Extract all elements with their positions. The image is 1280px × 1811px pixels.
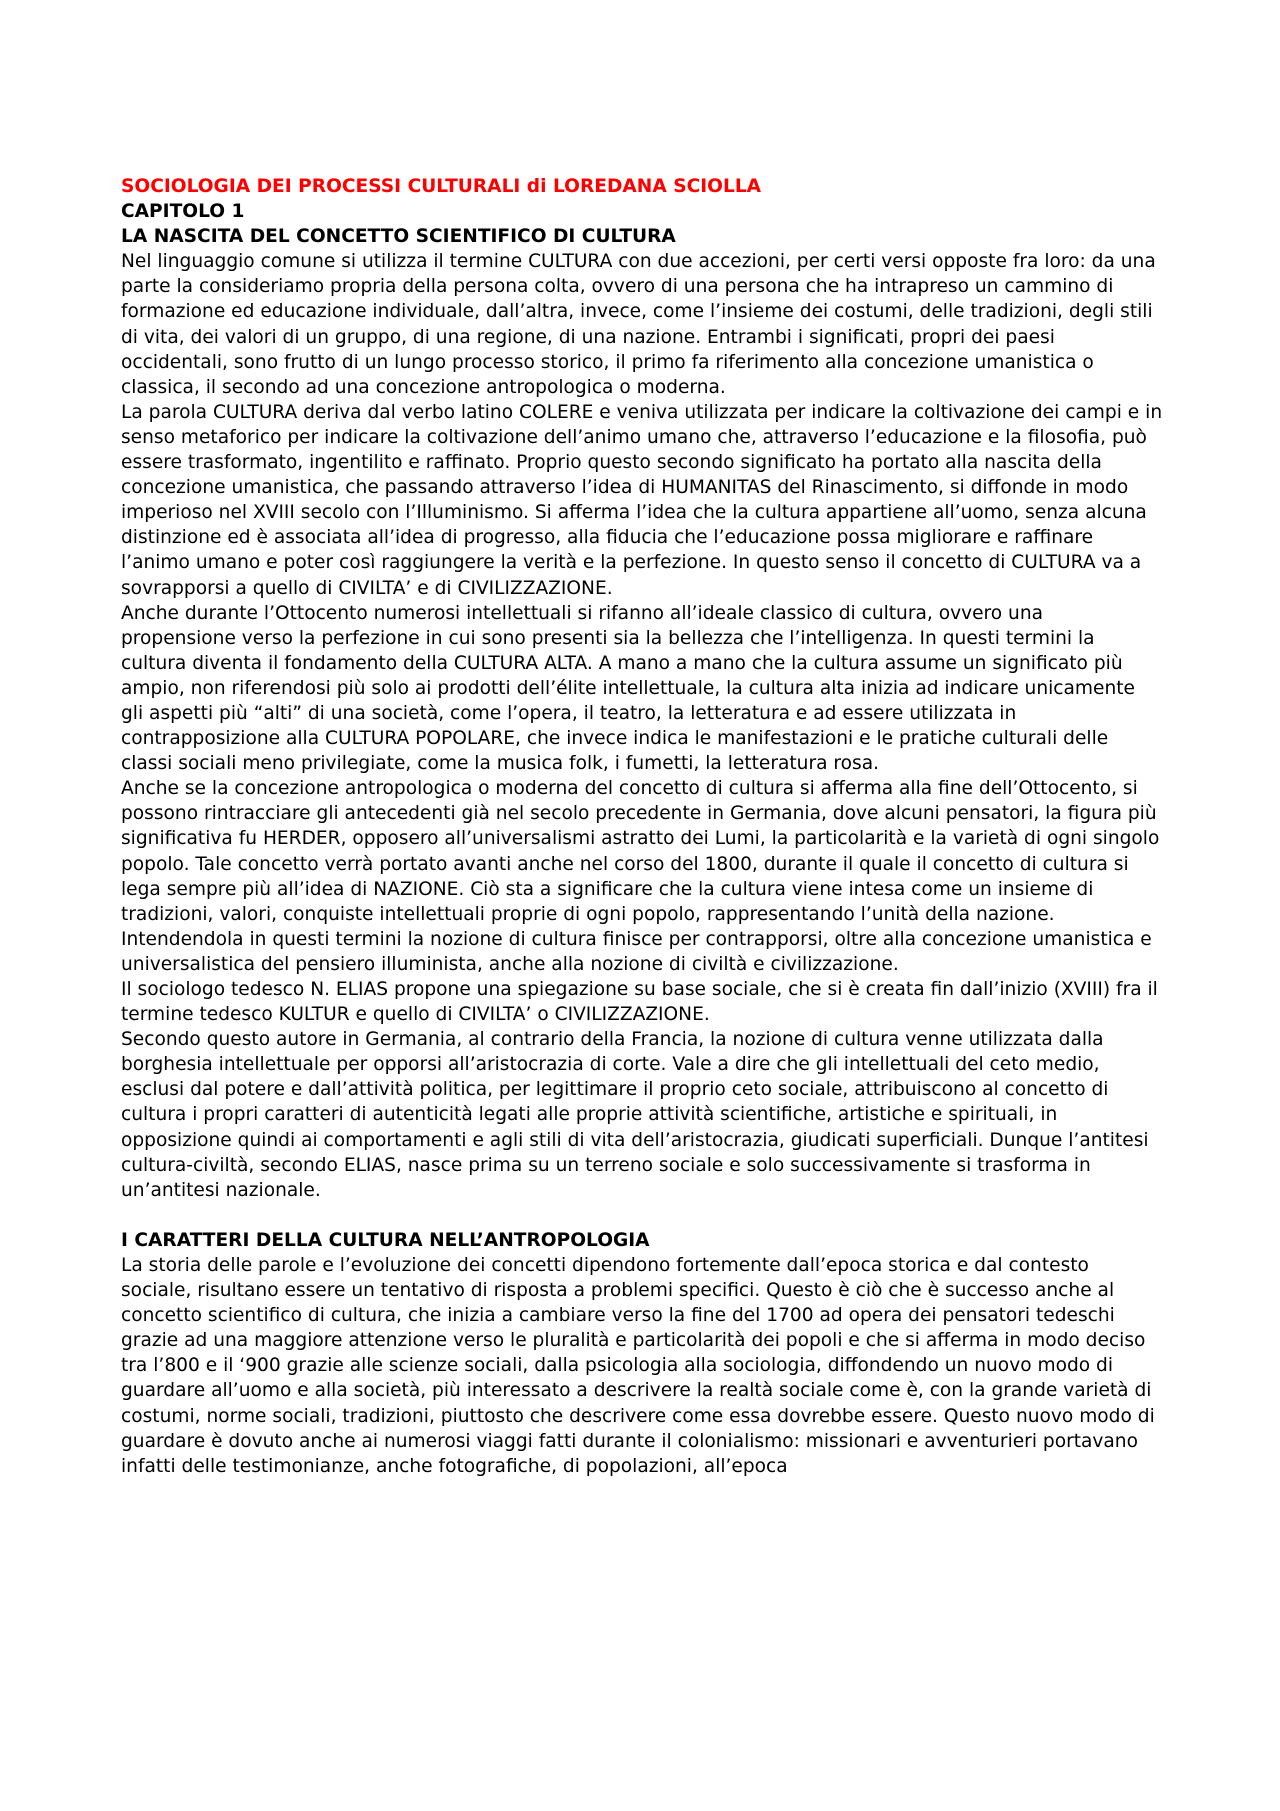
- paragraph: Anche durante l’Ottocento numerosi intellettuali si rifanno all’ideale classico di cultura, ovvero una propensione verso la perfezione in cui sono presenti sia la bellezza che l’intelligenza. In questi termini la cultura diventa il fondamento della CULTURA ALTA. A mano a mano che la cultura assume un significato più ampio, non riferendosi più solo ai prodotti dell’élite intellettuale, la cultura alta inizia ad indicare unicamente gli aspetti più “alti” di una società, come l’opera, il teatro, la letteratura e ad essere utilizzata in contrapposizione alla CULTURA POPOLARE, che invece indica le manifestazioni e le pratiche culturali delle classi sociali meno privilegiate, come la musica folk, i fumetti, la letteratura rosa.: [121, 602, 1135, 775]
- section-heading-2: I CARATTERI DELLA CULTURA NELL’ANTROPOLOGIA: [121, 1229, 650, 1251]
- paragraph: Secondo questo autore in Germania, al contrario della Francia, la nozione di cultura venne utilizzata dalla borghesia intellettuale per opporsi all’aristocrazia di corte. Vale a dire che gli intellettuali del ceto medio, esclusi dal potere e dall’attività politica, per legittimare il proprio ceto sociale, attribuiscono al concetto di cultura i propri caratteri di autenticità legati alle proprie attività scientifiche, artistiche e spirituali, in opposizione quindi ai comportamenti e agli stili di vita dell’aristocrazia, giudicati superficiali. Dunque l’antitesi cultura-civiltà, secondo ELIAS, nasce prima su un terreno sociale e solo successivamente si trasforma in un’antitesi nazionale.: [121, 1029, 1149, 1201]
- paragraph: Il sociologo tedesco N. ELIAS propone una spiegazione su base sociale, che si è creata fin dall’inizio (XVIII) fra il termine tedesco KULTUR e quello di CIVILTA’ o CIVILIZZAZIONE.: [121, 979, 1158, 1026]
- document-title: SOCIOLOGIA DEI PROCESSI CULTURALI di LOREDANA SCIOLLA: [121, 176, 762, 197]
- paragraph: Anche se la concezione antropologica o moderna del concetto di cultura si afferma alla fine dell’Ottocento, si possono rintracciare gli antecedenti già nel secolo precedente in Germania, dove alcuni pensatori, la figura più significativa fu HERDER, opposero all’universalismi astratto dei Lumi, la particolarità e la varietà di ogni singolo popolo. Tale concetto verrà portato avanti anche nel corso del 1800, durante il quale il concetto di cultura si lega sempre più all’idea di NAZIONE. Ciò sta a significare che la cultura viene intesa come un insieme di tradizioni, valori, conquiste intellettuali proprie di ogni popolo, rappresentando l’unità della nazione. Intendendola in questi termini la nozione di cultura finisce per contrapporsi, oltre alla concezione umanistica e universalistica del pensiero illuminista, anche alla nozione di civiltà e civilizzazione.: [121, 778, 1160, 975]
- paragraph: La storia delle parole e l’evoluzione dei concetti dipendono fortemente dall’epoca storica e dal contesto sociale, risultano essere un tentativo di risposta a problemi specifici. Questo è ciò che è successo anche al concetto scientifico di cultura, che inizia a cambiare verso la fine del 1700 ad opera dei pensatori tedeschi grazie ad una maggiore attenzione verso le pluralità e particolarità dei popoli e che si afferma in modo deciso tra l’800 e il ‘900 grazie alle scienze sociali, dalla psicologia alla sociologia, diffondendo un nuovo modo di guardare all’uomo e alla società, più interessato a descrivere la realtà sociale come è, con la grande varietà di costumi, norme sociali, tradizioni, piuttosto che descrivere come essa dovrebbe essere. Questo nuovo modo di guardare è dovuto anche ai numerosi viaggi fatti durante il colonialismo: missionari e avventurieri portavano infatti delle testimonianze, anche fotografiche, di popolazioni, all’epoca: [121, 1254, 1155, 1477]
- paragraph: Nel linguaggio comune si utilizza il termine CULTURA con due accezioni, per certi versi opposte fra loro: da una parte la consideriamo propria della persona colta, ovvero di una persona che ha intrapreso un cammino di formazione ed educazione individuale, dall’altra, invece, come l’insieme dei costumi, delle tradizioni, degli stili di vita, dei valori di un gruppo, di una regione, di una nazione. Entrambi i significati, propri dei paesi occidentali, sono frutto di un lungo processo storico, il primo fa riferimento alla concezione umanistica o classica, il secondo ad una concezione antropologica o moderna.: [121, 251, 1156, 398]
- spacer: [121, 1203, 1163, 1228]
- chapter-heading: CAPITOLO 1: [121, 201, 245, 223]
- section-heading-1: LA NASCITA DEL CONCETTO SCIENTIFICO DI CULTURA: [121, 226, 676, 248]
- paragraph: La parola CULTURA deriva dal verbo latino COLERE e veniva utilizzata per indicare la coltivazione dei campi e in senso metaforico per indicare la coltivazione dell’animo umano che, attraverso l’educazione e la filosofia, può essere trasformato, ingentilito e raffinato. Proprio questo secondo significato ha portato alla nascita della concezione umanistica, che passando attraverso l’idea di HUMANITAS del Rinascimento, si diffonde in modo imperioso nel XVIII secolo con l’Illuminismo. Si afferma l’idea che la cultura appartiene all’uomo, senza alcuna distinzione ed è associata all’idea di progresso, alla fiducia che l’educazione possa migliorare e raffinare l’animo umano e poter così raggiungere la verità e la perfezione. In questo senso il concetto di CULTURA va a sovrapporsi a quello di CIVILTA’ e di CIVILIZZAZIONE.: [121, 401, 1163, 599]
- document-page: [121, 174, 1163, 1479]
